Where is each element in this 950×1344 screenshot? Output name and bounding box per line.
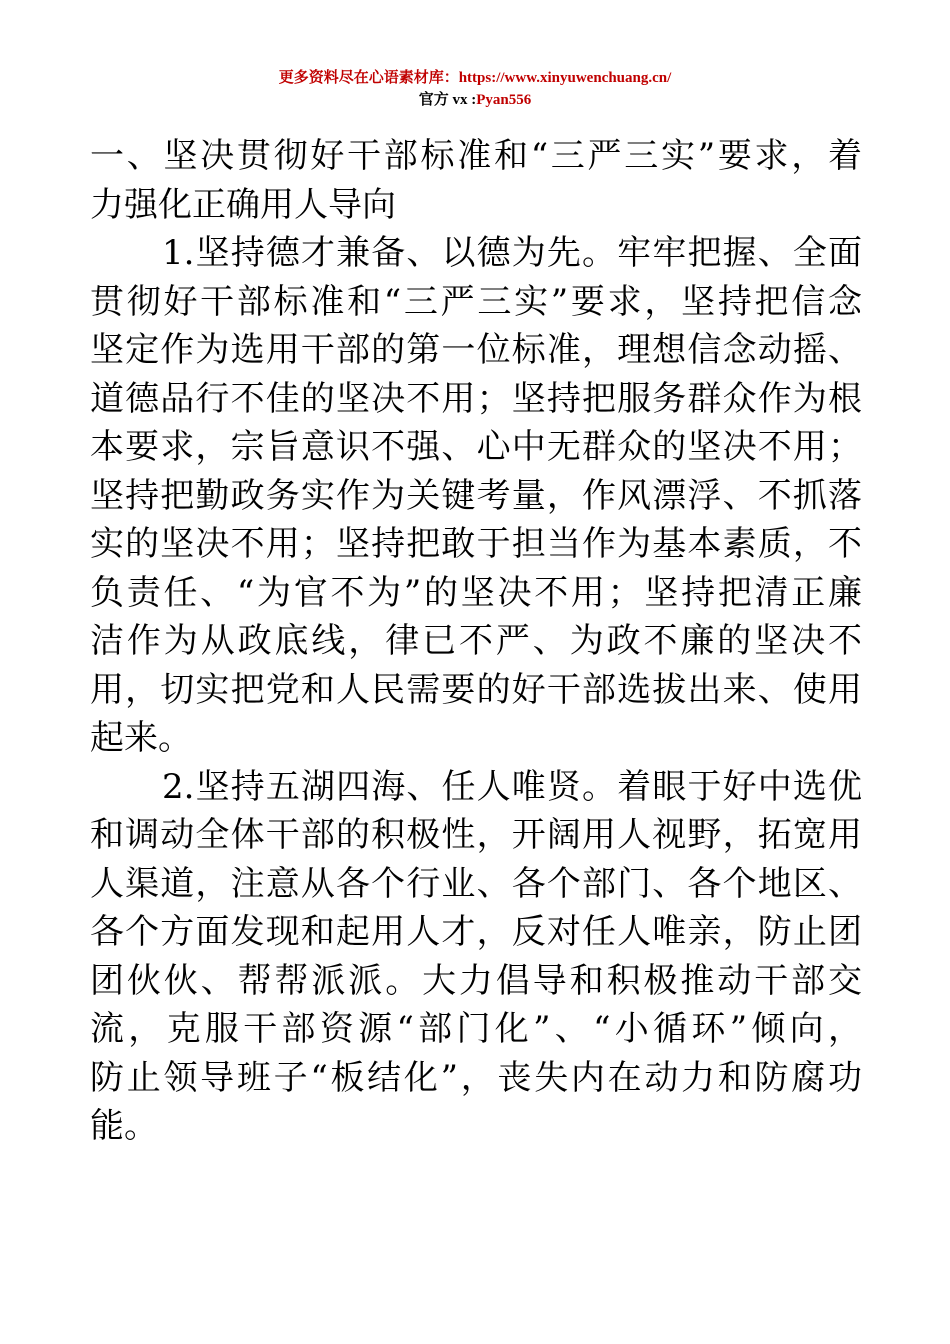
paragraph-line: 实的坚决不用；坚持把敢于担当作为基本素质，不 bbox=[90, 524, 862, 564]
document-body bbox=[90, 132, 862, 1151]
paragraph-line: 能。 bbox=[90, 1106, 158, 1146]
watermark-contact-line bbox=[0, 90, 950, 110]
paragraph-line: 团伙伙、帮帮派派。大力倡导和积极推动干部交 bbox=[90, 960, 862, 1001]
paragraph-1 bbox=[90, 229, 862, 763]
paragraph-line: 坚定作为选用干部的第一位标准，理想信念动摇、 bbox=[90, 330, 862, 370]
paragraph-line: 防止领导班子“板结化”，丧失内在动力和防腐功 bbox=[90, 1057, 862, 1098]
paragraph-line: 本要求，宗旨意识不强、心中无群众的坚决不用； bbox=[90, 427, 862, 467]
paragraph-line: 1.坚持德才兼备、以德为先。牢牢把握、全面 bbox=[162, 233, 862, 273]
paragraph-line: 流，克服干部资源“部门化”、“小循环”倾向， bbox=[90, 1009, 862, 1049]
paragraph-line: 道德品行不佳的坚决不用；坚持把服务群众作为根 bbox=[90, 378, 862, 419]
paragraph-line: 负责任、“为官不为”的坚决不用；坚持把清正廉 bbox=[90, 572, 862, 613]
paragraph-line: 和调动全体干部的积极性，开阔用人视野，拓宽用 bbox=[90, 815, 862, 855]
paragraph-line: 贯彻好干部标准和“三严三实”要求，坚持把信念 bbox=[90, 281, 862, 322]
watermark-contact-label: 官方 vx : bbox=[418, 92, 477, 108]
paragraph-2 bbox=[90, 763, 862, 1151]
heading-line: 力强化正确用人导向 bbox=[90, 184, 396, 225]
paragraph-line: 人渠道，注意从各个行业、各个部门、各个地区、 bbox=[90, 863, 862, 904]
watermark-contact-id: Pyan556 bbox=[476, 92, 532, 108]
paragraph-line: 坚持把勤政务实作为关键考量，作风漂浮、不抓落 bbox=[90, 475, 862, 516]
paragraph-line: 洁作为从政底线，律已不严、为政不廉的坚决不 bbox=[90, 621, 862, 661]
section-heading bbox=[90, 132, 862, 229]
heading-line: 一、坚决贯彻好干部标准和“三严三实”要求，着 bbox=[90, 136, 862, 176]
paragraph-line: 用，切实把党和人民需要的好干部选拔出来、使用 bbox=[90, 669, 862, 710]
paragraph-line: 2.坚持五湖四海、任人唯贤。着眼于好中选优 bbox=[162, 766, 862, 807]
watermark-source-line: 更多资料尽在心语素材库：https://www.xinyuwenchuang.cn/ bbox=[278, 70, 672, 86]
paragraph-line: 起来。 bbox=[90, 718, 192, 758]
paragraph-line: 各个方面发现和起用人才，反对任人唯亲，防止团 bbox=[90, 912, 862, 952]
